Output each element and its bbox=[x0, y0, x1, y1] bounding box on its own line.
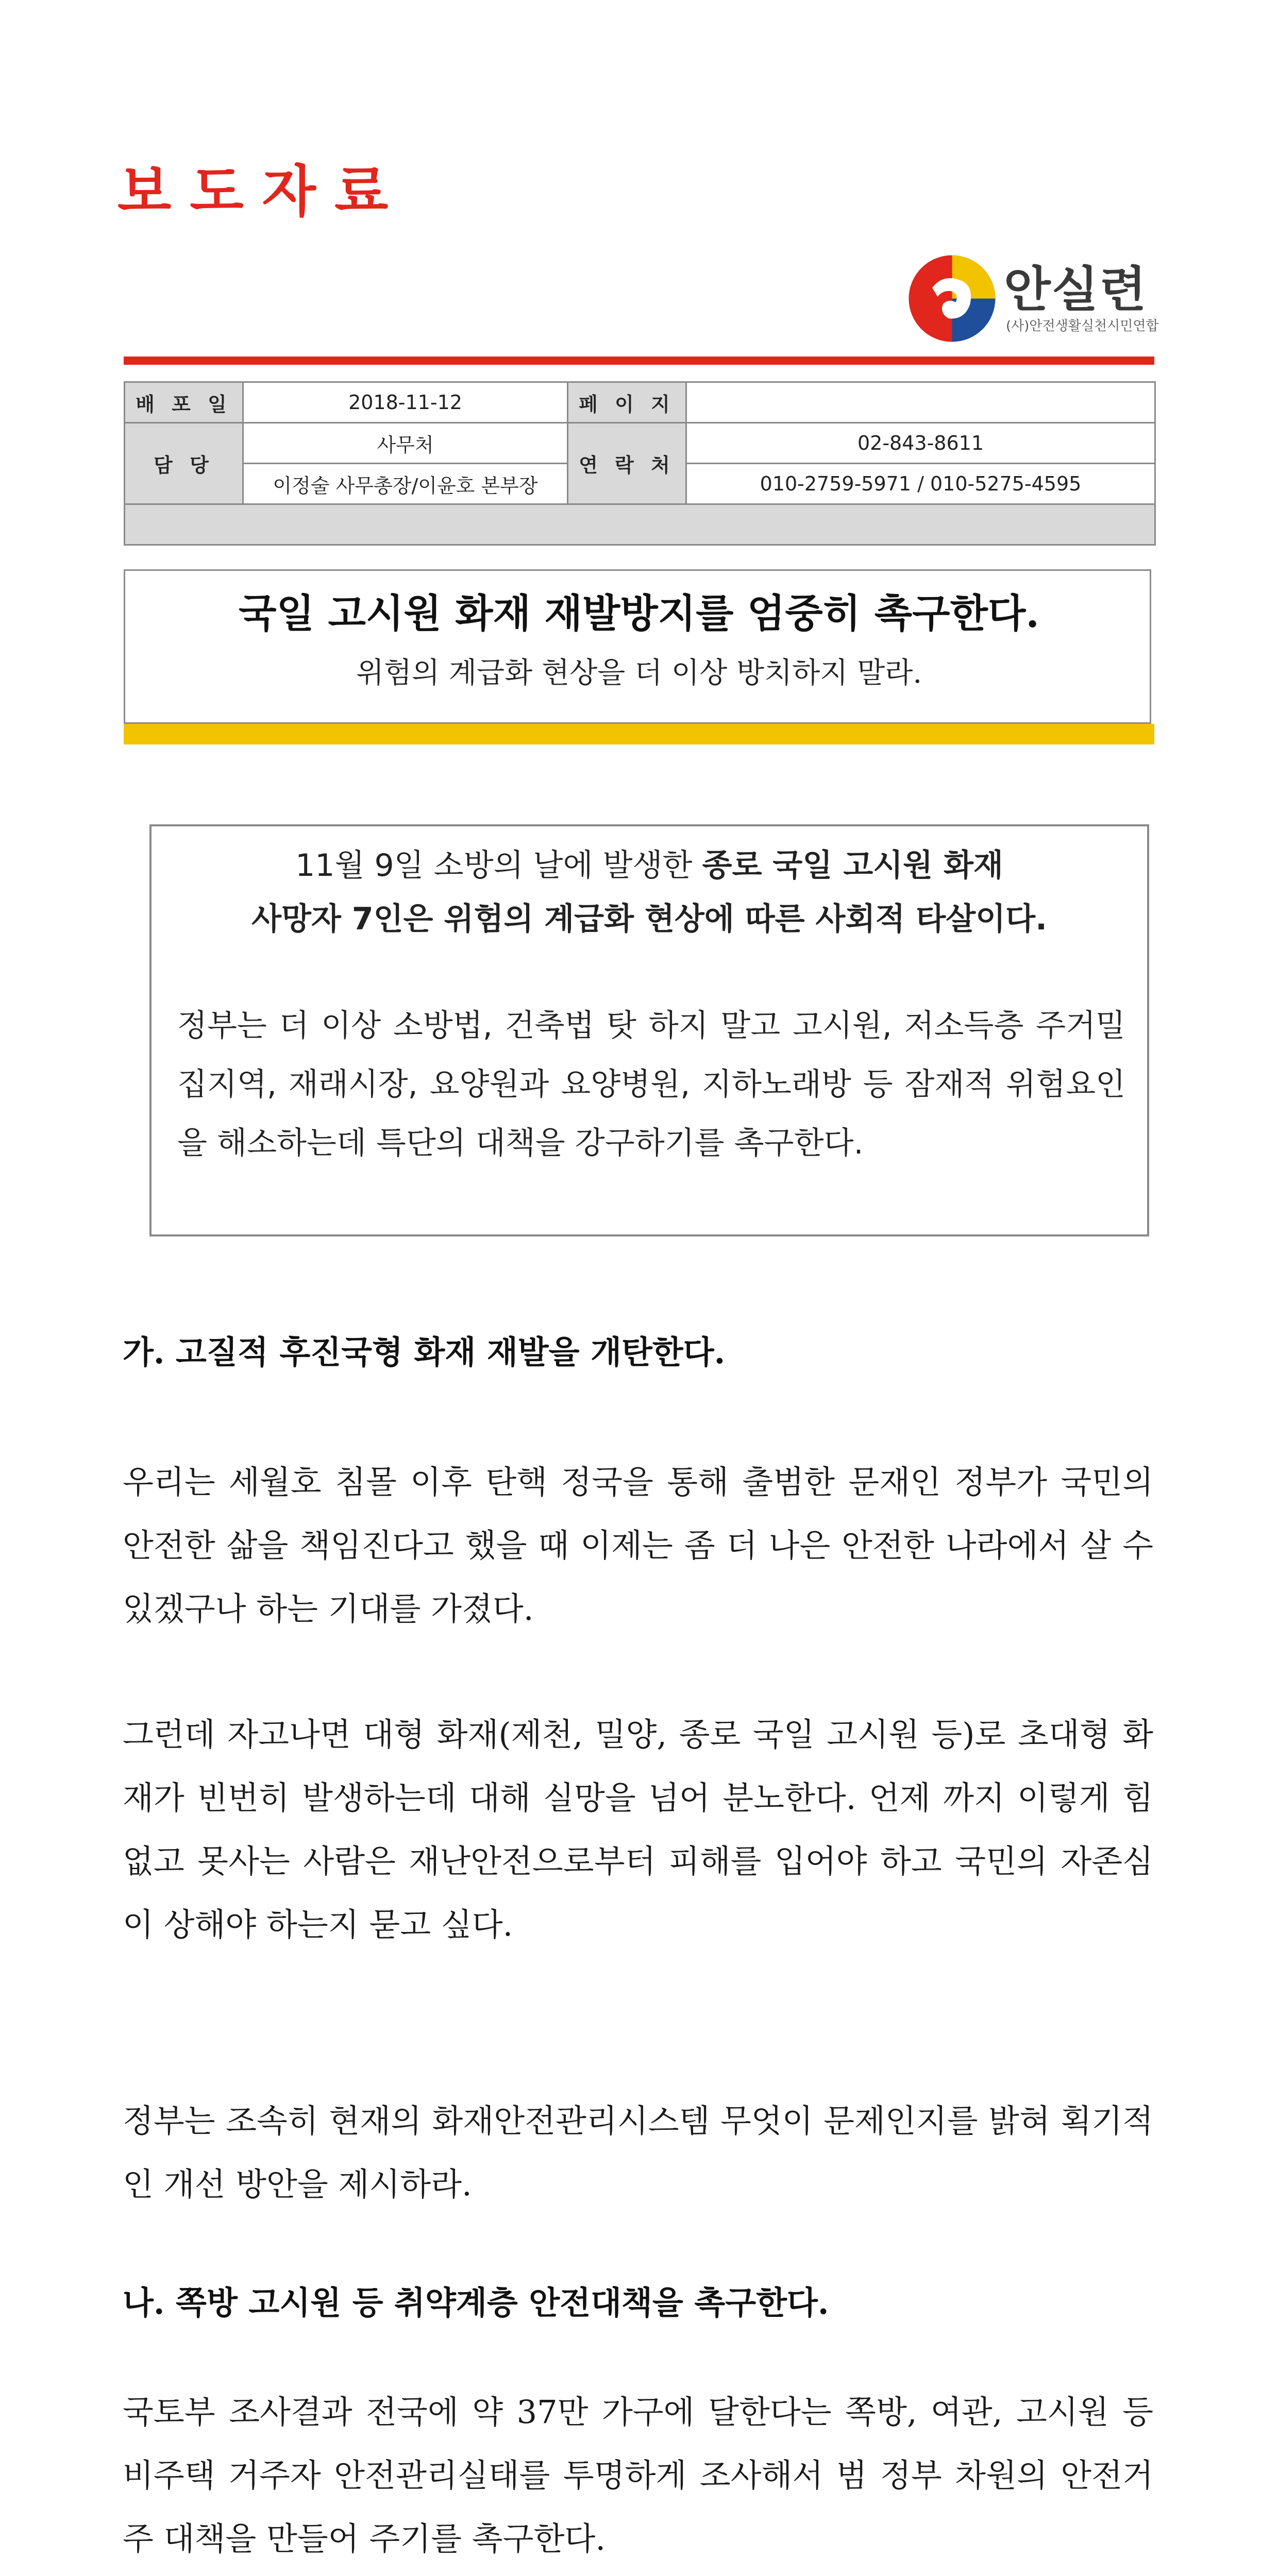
main-title: 국일 고시원 화재 재발방지를 엄중히 촉구한다. bbox=[239, 590, 1039, 636]
section-a-paragraph-2: 그런데 자고나면 대형 화재(제천, 밀양, 종로 국일 고시원 등)로 초대형 화재가 빈번히 발생하는데 대해 실망을 넘어 분노한다. 언제 까지 이렇게 힘없고 못사는 사람은 재난안전으로부터 피해를 입어야 하고 국민의 자존심이 상해야 하는지 묻고 싶다. bbox=[123, 1716, 1153, 1943]
summary-lead-emphasis-2: 사망자 7인은 위험의 계급화 현상에 따른 사회적 타살이다. bbox=[251, 901, 1047, 937]
organization-logo-subtitle: (사)안전생활실천시민연합 bbox=[1006, 318, 1159, 334]
summary-box bbox=[149, 824, 1149, 1236]
summary-lead bbox=[152, 839, 1147, 946]
organization-logo-name: 안실련 bbox=[1004, 262, 1148, 318]
summary-body: 정부는 더 이상 소방법, 건축법 탓 하지 말고 고시원, 저소득층 주거밀집지역, 재래시장, 요양원과 요양병원, 지하노래방 등 잠재적 위험요인을 해소하는데 특단의 대책을 강구하기를 촉구한다. bbox=[177, 1008, 1125, 1161]
section-heading-a: 가. 고질적 후진국형 화재 재발을 개탄한다. bbox=[123, 1333, 726, 1371]
section-a-paragraph-3: 정부는 조속히 현재의 화재안전관리시스템 무엇이 문제인지를 밝혀 획기적인 개선 방안을 제시하라. bbox=[123, 2102, 1153, 2203]
release-info-table bbox=[124, 381, 1156, 546]
contact-label: 담 당 bbox=[125, 423, 243, 504]
table-row bbox=[125, 382, 1155, 423]
office-value: 사무처 bbox=[243, 423, 568, 464]
summary-lead-text: 11월 9일 소방의 날에 발생한 bbox=[295, 848, 702, 884]
page-label: 페 이 지 bbox=[568, 382, 686, 423]
header-divider bbox=[124, 357, 1154, 365]
section-heading-b: 나. 쪽방 고시원 등 취약계층 안전대책을 촉구한다. bbox=[123, 2284, 829, 2321]
release-date-label: 배 포 일 bbox=[125, 382, 243, 423]
contact-person-value: 이정술 사무총장/이윤호 본부장 bbox=[243, 464, 568, 504]
phone-value: 02-843-8611 bbox=[686, 423, 1155, 464]
phone-label: 연 락 처 bbox=[568, 423, 686, 504]
table-spacer bbox=[125, 504, 1155, 545]
organization-logo-icon bbox=[907, 253, 997, 344]
document-type-title: 보도자료 bbox=[117, 160, 407, 224]
mobile-value: 010-2759-5971 / 010-5275-4595 bbox=[686, 464, 1155, 504]
page-value bbox=[686, 382, 1155, 423]
release-date-value: 2018-11-12 bbox=[243, 382, 568, 423]
table-row bbox=[125, 423, 1155, 464]
section-a-paragraph-1: 우리는 세월호 침몰 이후 탄핵 정국을 통해 출범한 문재인 정부가 국민의 안전한 삶을 책임진다고 했을 때 이제는 좀 더 나은 안전한 나라에서 살 수 있겠구나 하는 기대를 가졌다. bbox=[123, 1463, 1153, 1628]
sub-title: 위험의 계급화 현상을 더 이상 방치하지 말라. bbox=[356, 656, 922, 690]
section-b-paragraph-1: 국토부 조사결과 전국에 약 37만 가구에 달한다는 쪽방, 여관, 고시원 등 비주택 거주자 안전관리실태를 투명하게 조사해서 범 정부 차원의 안전거주 대책을 만들어 주기를 촉구한다. bbox=[123, 2393, 1153, 2557]
title-divider bbox=[124, 724, 1154, 744]
summary-lead-emphasis: 종로 국일 고시원 화재 bbox=[702, 848, 1003, 884]
table-row bbox=[125, 504, 1155, 545]
